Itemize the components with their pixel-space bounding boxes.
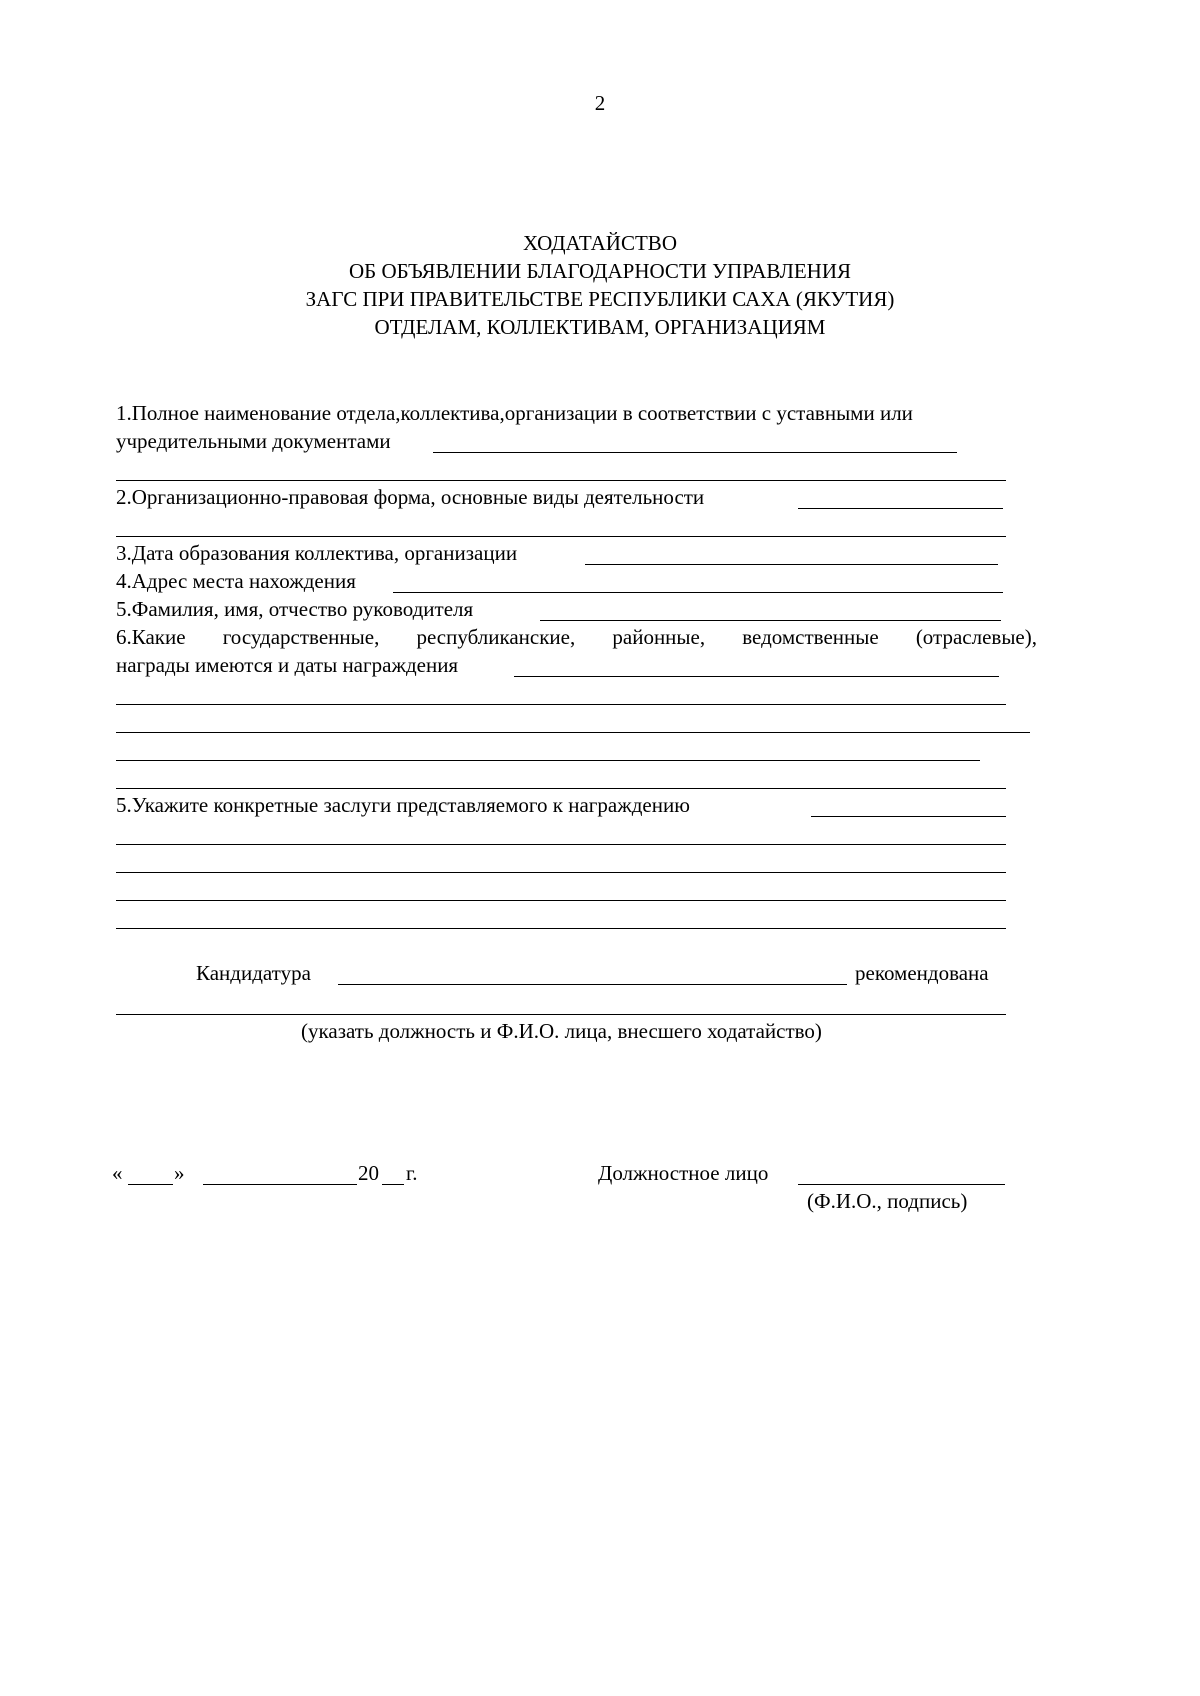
page-number: 2 — [594, 91, 606, 115]
candidacy-recommender-input-line[interactable] — [116, 1014, 1006, 1015]
field-full-name-input-line-2[interactable] — [116, 480, 1006, 481]
field-merits-input-line-3[interactable] — [116, 872, 1006, 873]
candidacy-recommended-label: рекомендована — [855, 961, 989, 985]
candidacy-input-line[interactable] — [338, 984, 847, 985]
title-line-2: ОБ ОБЪЯВЛЕНИИ БЛАГОДАРНОСТИ УПРАВЛЕНИЯ — [349, 259, 851, 283]
date-year-input-line[interactable] — [382, 1184, 404, 1185]
field-address-input-line[interactable] — [393, 592, 1003, 593]
signature-hint: (Ф.И.О., подпись) — [807, 1189, 968, 1213]
field-merits-input-line[interactable] — [811, 816, 1006, 817]
field-founding-date-input-line[interactable] — [585, 564, 998, 565]
field-merits-label: 5.Укажите конкретные заслуги представляемого к награждению — [116, 793, 690, 817]
date-year-suffix: г. — [406, 1161, 418, 1185]
field-awards-input-line-3[interactable] — [116, 732, 1030, 733]
title-line-3: ЗАГС ПРИ ПРАВИТЕЛЬСТВЕ РЕСПУБЛИКИ САХА (ЯКУТИЯ) — [305, 287, 895, 311]
title-line-4: ОТДЕЛАМ, КОЛЛЕКТИВАМ, ОРГАНИЗАЦИЯМ — [374, 315, 826, 339]
official-signature-input-line[interactable] — [798, 1184, 1005, 1185]
date-year-prefix: 20 — [358, 1161, 379, 1185]
date-close-quote: » — [174, 1161, 185, 1185]
field-full-name-input-line[interactable] — [433, 452, 957, 453]
date-month-input-line[interactable] — [203, 1184, 357, 1185]
field-legal-form-label: 2.Организационно-правовая форма, основные виды деятельности — [116, 485, 705, 509]
title-line-1: ХОДАТАЙСТВО — [523, 231, 677, 255]
field-full-name-label-cont: учредительными документами — [116, 429, 391, 453]
field-merits-input-line-4[interactable] — [116, 900, 1006, 901]
field-legal-form-input-line[interactable] — [798, 508, 1003, 509]
field-awards-label-cont: награды имеются и даты награждения — [116, 653, 459, 677]
official-label: Должностное лицо — [598, 1161, 769, 1185]
date-open-quote: « — [112, 1161, 123, 1185]
candidacy-label: Кандидатура — [196, 961, 311, 985]
date-day-input-line[interactable] — [128, 1184, 173, 1185]
field-founding-date-label: 3.Дата образования коллектива, организации — [116, 541, 518, 565]
field-merits-input-line-2[interactable] — [116, 844, 1006, 845]
field-full-name-label: 1.Полное наименование отдела,коллектива,организации в соответствии с уставными или — [116, 401, 913, 425]
field-head-name-input-line[interactable] — [540, 620, 1001, 621]
field-head-name-label: 5.Фамилия, имя, отчество руководителя — [116, 597, 474, 621]
field-awards-input-line[interactable] — [514, 676, 999, 677]
candidacy-hint: (указать должность и Ф.И.О. лица, внесшего ходатайство) — [301, 1019, 822, 1043]
field-address-label: 4.Адрес места нахождения — [116, 569, 356, 593]
field-legal-form-input-line-2[interactable] — [116, 536, 1006, 537]
field-merits-input-line-5[interactable] — [116, 928, 1006, 929]
field-awards-input-line-4[interactable] — [116, 760, 980, 761]
field-awards-input-line-2[interactable] — [116, 704, 1006, 705]
field-awards-label: 6.Какие государственные, республиканские, районные, ведомственные (отраслевые), — [116, 625, 1037, 649]
field-awards-input-line-5[interactable] — [116, 788, 1006, 789]
